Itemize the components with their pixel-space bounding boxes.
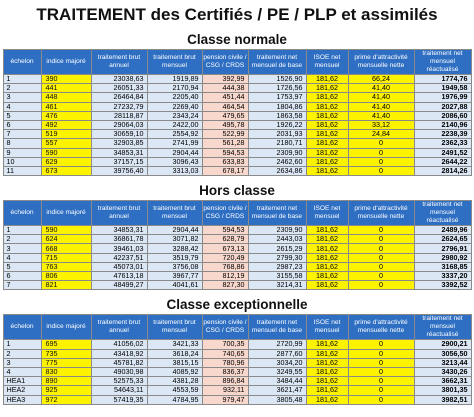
cell-pension: 392,99 [202, 75, 248, 84]
cell-pension: 594,53 [202, 148, 248, 157]
cell-pension: 678,17 [202, 166, 248, 175]
cell-indice: 557 [41, 139, 91, 148]
cell-brut-annuel: 57419,35 [91, 395, 147, 404]
cell-prime: 0 [348, 281, 414, 290]
cell-brut-annuel: 48499,27 [91, 281, 147, 290]
cell-isoe: 181,62 [306, 272, 348, 281]
cell-brut-mensuel: 3815,15 [147, 358, 202, 367]
cell-echelon: HEA3 [3, 395, 41, 404]
cell-brut-mensuel: 3071,82 [147, 235, 202, 244]
cell-reactualise: 3982,51 [414, 395, 471, 404]
cell-pension: 896,84 [202, 377, 248, 386]
cell-indice: 590 [41, 148, 91, 157]
cell-echelon: 10 [3, 157, 41, 166]
cell-indice: 448 [41, 93, 91, 102]
salary-table [3, 314, 472, 409]
cell-pension: 522,99 [202, 130, 248, 139]
cell-brut-annuel: 23038,63 [91, 75, 147, 84]
table-row [3, 102, 471, 111]
cell-brut-mensuel: 2741,99 [147, 139, 202, 148]
cell-echelon: 1 [3, 340, 41, 349]
cell-isoe: 181,62 [306, 253, 348, 262]
cell-pension: 700,35 [202, 340, 248, 349]
cell-prime: 0 [348, 244, 414, 253]
cell-prime: 41,40 [348, 84, 414, 93]
cell-isoe: 181,62 [306, 358, 348, 367]
column-header-indice: indice majoré [41, 315, 91, 340]
column-header-brut-mensuel: traitement brut mensuel [147, 201, 202, 226]
cell-echelon: 8 [3, 139, 41, 148]
cell-echelon: 2 [3, 235, 41, 244]
cell-prime: 0 [348, 148, 414, 157]
table-header-row [3, 50, 471, 75]
cell-indice: 461 [41, 102, 91, 111]
cell-reactualise: 2238,39 [414, 130, 471, 139]
cell-brut-annuel: 39756,40 [91, 166, 147, 175]
table-row [3, 93, 471, 102]
section-title: Hors classe [199, 183, 275, 199]
cell-pension: 594,53 [202, 226, 248, 235]
table-row [3, 253, 471, 262]
cell-isoe: 181,62 [306, 120, 348, 129]
cell-echelon: 3 [3, 244, 41, 253]
cell-net-base: 1804,86 [248, 102, 306, 111]
cell-prime: 0 [348, 377, 414, 386]
cell-prime: 0 [348, 157, 414, 166]
cell-indice: 519 [41, 130, 91, 139]
cell-brut-mensuel: 2904,44 [147, 148, 202, 157]
cell-brut-annuel: 43418,92 [91, 349, 147, 358]
cell-net-base: 1753,97 [248, 93, 306, 102]
column-header-echelon: échelon [3, 315, 41, 340]
cell-brut-annuel: 42237,51 [91, 253, 147, 262]
cell-isoe: 181,62 [306, 139, 348, 148]
cell-net-base: 2615,29 [248, 244, 306, 253]
cell-net-base: 1526,90 [248, 75, 306, 84]
cell-prime: 33,12 [348, 120, 414, 129]
column-header-isoe: ISOE net mensuel [306, 50, 348, 75]
cell-brut-annuel: 47613,18 [91, 272, 147, 281]
cell-brut-annuel: 32903,85 [91, 139, 147, 148]
cell-isoe: 181,62 [306, 157, 348, 166]
cell-net-base: 2031,93 [248, 130, 306, 139]
cell-echelon: 9 [3, 148, 41, 157]
cell-indice: 390 [41, 75, 91, 84]
column-header-isoe: ISOE net mensuel [306, 201, 348, 226]
cell-reactualise: 2644,22 [414, 157, 471, 166]
cell-reactualise: 3168,85 [414, 262, 471, 271]
cell-reactualise: 2140,96 [414, 120, 471, 129]
table-row [3, 395, 471, 404]
cell-echelon: 7 [3, 130, 41, 139]
column-header-prime: prime d'attractivité mensuelle nette [348, 315, 414, 340]
cell-reactualise: 3392,52 [414, 281, 471, 290]
cell-brut-annuel: 39461,03 [91, 244, 147, 253]
cell-isoe: 181,62 [306, 226, 348, 235]
cell-pension: 720,49 [202, 253, 248, 262]
table-row [3, 377, 471, 386]
cell-net-base: 3805,48 [248, 395, 306, 404]
cell-indice: 441 [41, 84, 91, 93]
cell-reactualise: 2086,60 [414, 111, 471, 120]
cell-prime: 0 [348, 358, 414, 367]
cell-echelon: 7 [3, 281, 41, 290]
cell-pension: 768,86 [202, 262, 248, 271]
cell-prime: 66,24 [348, 75, 414, 84]
cell-pension: 673,13 [202, 244, 248, 253]
table-row [3, 139, 471, 148]
cell-echelon: 2 [3, 84, 41, 93]
cell-echelon: 2 [3, 349, 41, 358]
table-row [3, 75, 471, 84]
cell-brut-mensuel: 2170,94 [147, 84, 202, 93]
column-header-net-base: traitement net mensuel de base [248, 50, 306, 75]
cell-indice: 735 [41, 349, 91, 358]
cell-brut-mensuel: 4784,95 [147, 395, 202, 404]
cell-brut-mensuel: 4085,92 [147, 367, 202, 376]
cell-isoe: 181,62 [306, 111, 348, 120]
cell-brut-annuel: 27232,79 [91, 102, 147, 111]
table-header-row [3, 201, 471, 226]
column-header-reactualise: traitement net mensuel réactualisé [414, 50, 471, 75]
cell-echelon: 6 [3, 120, 41, 129]
cell-net-base: 1863,58 [248, 111, 306, 120]
cell-indice: 821 [41, 281, 91, 290]
table-row [3, 235, 471, 244]
cell-isoe: 181,62 [306, 148, 348, 157]
cell-brut-mensuel: 3313,03 [147, 166, 202, 175]
table-row [3, 281, 471, 290]
cell-net-base: 1926,22 [248, 120, 306, 129]
column-header-isoe: ISOE net mensuel [306, 315, 348, 340]
cell-reactualise: 2362,33 [414, 139, 471, 148]
cell-prime: 0 [348, 349, 414, 358]
column-header-reactualise: traitement net mensuel réactualisé [414, 201, 471, 226]
cell-brut-mensuel: 4041,61 [147, 281, 202, 290]
cell-reactualise: 1976,99 [414, 93, 471, 102]
cell-reactualise: 1774,76 [414, 75, 471, 84]
cell-brut-mensuel: 2904,44 [147, 226, 202, 235]
cell-brut-mensuel: 3618,24 [147, 349, 202, 358]
cell-echelon: 11 [3, 166, 41, 175]
cell-prime: 41,40 [348, 102, 414, 111]
cell-brut-mensuel: 3519,79 [147, 253, 202, 262]
cell-indice: 668 [41, 244, 91, 253]
table-row [3, 120, 471, 129]
table-row [3, 226, 471, 235]
cell-pension: 812,19 [202, 272, 248, 281]
cell-net-base: 2720,99 [248, 340, 306, 349]
column-header-brut-annuel: traitement brut annuel [91, 50, 147, 75]
table-row [3, 111, 471, 120]
cell-isoe: 181,62 [306, 84, 348, 93]
column-header-echelon: échelon [3, 201, 41, 226]
cell-reactualise: 2624,65 [414, 235, 471, 244]
row-spacer-cell [3, 404, 471, 410]
column-header-indice: indice majoré [41, 201, 91, 226]
cell-reactualise: 2980,92 [414, 253, 471, 262]
cell-echelon: 5 [3, 262, 41, 271]
cell-prime: 0 [348, 166, 414, 175]
cell-indice: 830 [41, 367, 91, 376]
table-row [3, 262, 471, 271]
cell-prime: 0 [348, 226, 414, 235]
cell-prime: 0 [348, 253, 414, 262]
cell-net-base: 2309,90 [248, 226, 306, 235]
table-row [3, 340, 471, 349]
cell-reactualise: 2027,88 [414, 102, 471, 111]
cell-pension: 479,65 [202, 111, 248, 120]
cell-isoe: 181,62 [306, 367, 348, 376]
cell-isoe: 181,62 [306, 166, 348, 175]
table-row [3, 148, 471, 157]
cell-echelon: 3 [3, 93, 41, 102]
cell-brut-mensuel: 3967,77 [147, 272, 202, 281]
cell-reactualise: 2900,21 [414, 340, 471, 349]
cell-brut-annuel: 26051,33 [91, 84, 147, 93]
cell-prime: 0 [348, 262, 414, 271]
table-row [3, 349, 471, 358]
sections-container [0, 30, 474, 410]
cell-net-base: 2462,60 [248, 157, 306, 166]
cell-net-base: 3155,58 [248, 272, 306, 281]
column-header-pension: pension civile / CSG / CRDS [202, 50, 248, 75]
column-header-prime: prime d'attractivité mensuelle nette [348, 201, 414, 226]
cell-pension: 628,79 [202, 235, 248, 244]
cell-net-base: 3484,44 [248, 377, 306, 386]
cell-isoe: 181,62 [306, 281, 348, 290]
column-header-net-base: traitement net mensuel de base [248, 201, 306, 226]
table-row [3, 84, 471, 93]
section-title: Classe exceptionnelle [166, 297, 308, 313]
salary-table [3, 200, 472, 295]
cell-reactualise: 2796,91 [414, 244, 471, 253]
table-row [3, 130, 471, 139]
cell-pension: 932,11 [202, 386, 248, 395]
cell-brut-annuel: 41056,02 [91, 340, 147, 349]
cell-brut-annuel: 34853,31 [91, 226, 147, 235]
cell-net-base: 3621,47 [248, 386, 306, 395]
column-header-echelon: échelon [3, 50, 41, 75]
cell-brut-annuel: 36861,78 [91, 235, 147, 244]
column-header-prime: prime d'attractivité mensuelle nette [348, 50, 414, 75]
cell-brut-annuel: 37157,15 [91, 157, 147, 166]
cell-isoe: 181,62 [306, 349, 348, 358]
cell-echelon: 6 [3, 272, 41, 281]
cell-indice: 673 [41, 166, 91, 175]
cell-net-base: 2309,90 [248, 148, 306, 157]
cell-brut-mensuel: 4381,28 [147, 377, 202, 386]
cell-pension: 444,38 [202, 84, 248, 93]
cell-isoe: 181,62 [306, 340, 348, 349]
section-title: Classe normale [187, 32, 287, 47]
cell-isoe: 181,62 [306, 262, 348, 271]
page-title: TRAITEMENT des Certifiés / PE / PLP et assimilés [36, 5, 438, 24]
cell-brut-annuel: 28118,87 [91, 111, 147, 120]
cell-echelon: 5 [3, 111, 41, 120]
cell-echelon: HEA1 [3, 377, 41, 386]
cell-reactualise: 2491,52 [414, 148, 471, 157]
cell-prime: 41,40 [348, 93, 414, 102]
column-header-reactualise: traitement net mensuel réactualisé [414, 315, 471, 340]
column-header-pension: pension civile / CSG / CRDS [202, 201, 248, 226]
cell-brut-mensuel: 1919,89 [147, 75, 202, 84]
cell-brut-mensuel: 2205,40 [147, 93, 202, 102]
cell-brut-mensuel: 4553,59 [147, 386, 202, 395]
cell-prime: 0 [348, 272, 414, 281]
cell-reactualise: 2814,26 [414, 166, 471, 175]
cell-brut-annuel: 49030,98 [91, 367, 147, 376]
cell-isoe: 181,62 [306, 235, 348, 244]
cell-indice: 695 [41, 340, 91, 349]
cell-reactualise: 3337,20 [414, 272, 471, 281]
cell-prime: 0 [348, 367, 414, 376]
cell-indice: 925 [41, 386, 91, 395]
column-header-indice: indice majoré [41, 50, 91, 75]
cell-net-base: 2799,30 [248, 253, 306, 262]
cell-prime: 41,40 [348, 111, 414, 120]
cell-reactualise: 3662,31 [414, 377, 471, 386]
cell-brut-annuel: 30659,10 [91, 130, 147, 139]
cell-indice: 590 [41, 226, 91, 235]
table-row [3, 367, 471, 376]
table-row [3, 166, 471, 175]
cell-indice: 624 [41, 235, 91, 244]
cell-net-base: 3034,20 [248, 358, 306, 367]
cell-pension: 561,28 [202, 139, 248, 148]
cell-prime: 0 [348, 386, 414, 395]
cell-brut-mensuel: 3756,08 [147, 262, 202, 271]
cell-brut-annuel: 45073,01 [91, 262, 147, 271]
cell-indice: 890 [41, 377, 91, 386]
cell-indice: 476 [41, 111, 91, 120]
column-header-pension: pension civile / CSG / CRDS [202, 315, 248, 340]
cell-net-base: 3249,55 [248, 367, 306, 376]
cell-brut-mensuel: 3096,43 [147, 157, 202, 166]
cell-net-base: 2443,03 [248, 235, 306, 244]
cell-brut-annuel: 26464,84 [91, 93, 147, 102]
cell-indice: 715 [41, 253, 91, 262]
table-row [3, 244, 471, 253]
cell-net-base: 2877,60 [248, 349, 306, 358]
column-header-brut-mensuel: traitement brut mensuel [147, 315, 202, 340]
cell-indice: 775 [41, 358, 91, 367]
table-row [3, 272, 471, 281]
cell-indice: 629 [41, 157, 91, 166]
cell-echelon: 1 [3, 226, 41, 235]
cell-brut-annuel: 29064,03 [91, 120, 147, 129]
cell-net-base: 2987,23 [248, 262, 306, 271]
cell-prime: 24,84 [348, 130, 414, 139]
cell-brut-annuel: 45781,82 [91, 358, 147, 367]
cell-echelon: HEA2 [3, 386, 41, 395]
cell-pension: 740,65 [202, 349, 248, 358]
cell-brut-mensuel: 2422,00 [147, 120, 202, 129]
cell-pension: 836,37 [202, 367, 248, 376]
row-spacer [3, 404, 471, 410]
cell-reactualise: 3213,44 [414, 358, 471, 367]
salary-table [3, 49, 472, 181]
cell-brut-annuel: 34853,31 [91, 148, 147, 157]
cell-pension: 979,47 [202, 395, 248, 404]
cell-pension: 780,96 [202, 358, 248, 367]
cell-pension: 464,54 [202, 102, 248, 111]
table-row [3, 386, 471, 395]
cell-echelon: 4 [3, 253, 41, 262]
cell-pension: 451,44 [202, 93, 248, 102]
cell-reactualise: 2489,96 [414, 226, 471, 235]
table-row [3, 157, 471, 166]
cell-reactualise: 3801,35 [414, 386, 471, 395]
cell-brut-annuel: 54643,11 [91, 386, 147, 395]
cell-prime: 0 [348, 395, 414, 404]
cell-prime: 0 [348, 340, 414, 349]
cell-indice: 972 [41, 395, 91, 404]
cell-isoe: 181,62 [306, 130, 348, 139]
cell-indice: 492 [41, 120, 91, 129]
column-header-brut-mensuel: traitement brut mensuel [147, 50, 202, 75]
column-header-net-base: traitement net mensuel de base [248, 315, 306, 340]
cell-indice: 763 [41, 262, 91, 271]
cell-net-base: 1726,56 [248, 84, 306, 93]
cell-pension: 633,83 [202, 157, 248, 166]
cell-reactualise: 1949,58 [414, 84, 471, 93]
cell-isoe: 181,62 [306, 93, 348, 102]
cell-brut-mensuel: 3421,33 [147, 340, 202, 349]
cell-brut-mensuel: 3288,42 [147, 244, 202, 253]
cell-echelon: 4 [3, 102, 41, 111]
cell-brut-mensuel: 2269,40 [147, 102, 202, 111]
cell-echelon: 1 [3, 75, 41, 84]
cell-prime: 0 [348, 235, 414, 244]
cell-reactualise: 3430,26 [414, 367, 471, 376]
cell-isoe: 181,62 [306, 395, 348, 404]
cell-isoe: 181,62 [306, 102, 348, 111]
cell-indice: 806 [41, 272, 91, 281]
cell-net-base: 2180,71 [248, 139, 306, 148]
column-header-brut-annuel: traitement brut annuel [91, 315, 147, 340]
cell-isoe: 181,62 [306, 386, 348, 395]
table-header-row [3, 315, 471, 340]
cell-isoe: 181,62 [306, 75, 348, 84]
cell-isoe: 181,62 [306, 244, 348, 253]
cell-echelon: 4 [3, 367, 41, 376]
cell-reactualise: 3056,50 [414, 349, 471, 358]
cell-pension: 495,78 [202, 120, 248, 129]
cell-brut-annuel: 52575,33 [91, 377, 147, 386]
cell-isoe: 181,62 [306, 377, 348, 386]
cell-net-base: 3214,31 [248, 281, 306, 290]
cell-brut-mensuel: 2343,24 [147, 111, 202, 120]
table-row [3, 358, 471, 367]
cell-brut-mensuel: 2554,92 [147, 130, 202, 139]
cell-net-base: 2634,86 [248, 166, 306, 175]
column-header-brut-annuel: traitement brut annuel [91, 201, 147, 226]
cell-prime: 0 [348, 139, 414, 148]
cell-pension: 827,30 [202, 281, 248, 290]
cell-echelon: 3 [3, 358, 41, 367]
